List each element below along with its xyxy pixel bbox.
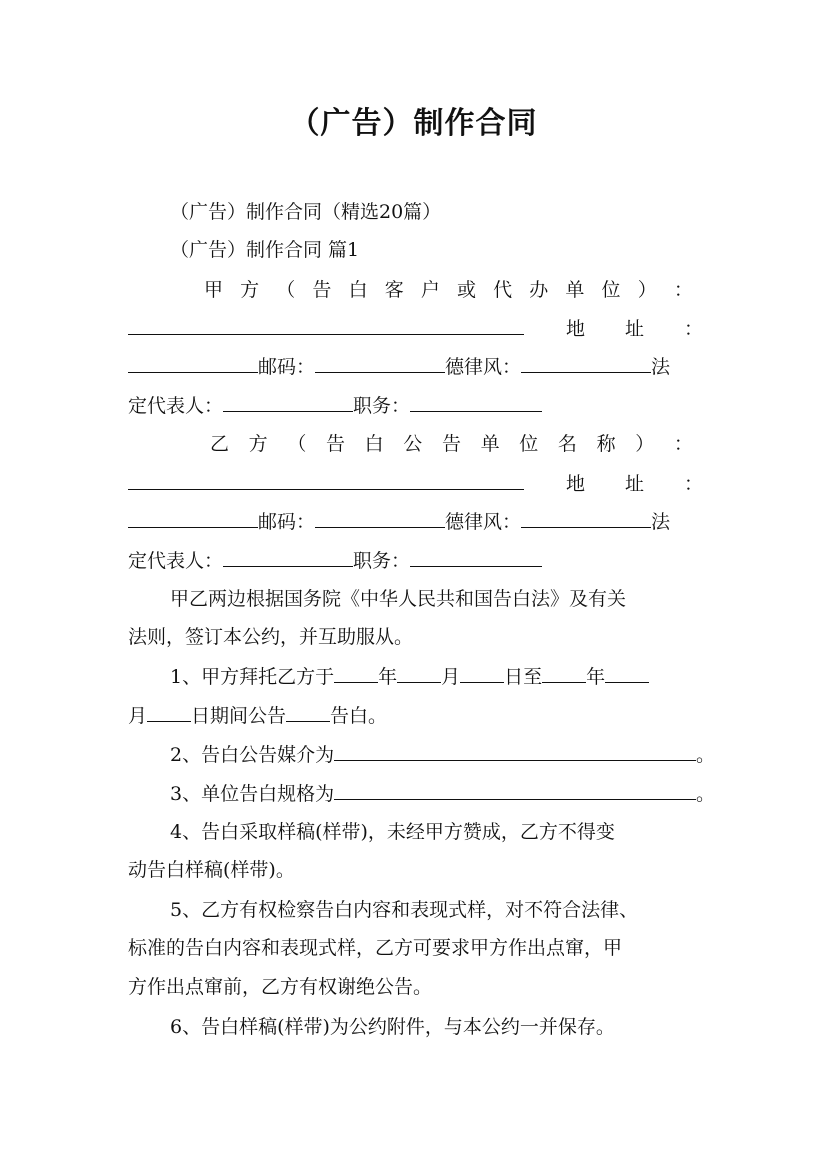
heading-char: 或 (456, 279, 476, 301)
party-b-rep-line (128, 548, 703, 573)
blank-line (521, 354, 651, 373)
party-b-name-line (128, 471, 703, 496)
day-to-label: 日至 (504, 666, 543, 688)
heading-char: 代 (493, 279, 513, 301)
legal-rep-label: 定代表人： (128, 395, 224, 417)
item-2-text: 2、告白公告媒介为 (170, 744, 335, 766)
blank-line (128, 316, 524, 335)
heading-char: 白 (364, 433, 384, 455)
position-label: 职务： (353, 550, 411, 572)
intro-line-1: 甲乙两边根据国务院《中华人民共和国告白法》及有关 (170, 588, 627, 610)
intro-line-2: 法则，签订本公约，并互助服从。 (128, 626, 414, 648)
party-a-name-line (128, 316, 703, 341)
item-5-line-2: 标准的告白内容和表现式样，乙方可要求甲方作出点窜，甲 (128, 937, 623, 959)
heading-char: 甲 (204, 279, 224, 301)
position-label: 职务： (353, 395, 411, 417)
year-label: 年 (378, 666, 398, 688)
law-char: 法 (651, 356, 671, 378)
party-b-heading (210, 432, 693, 456)
blank-line (223, 548, 353, 567)
blank-line (286, 703, 330, 722)
address-label (566, 317, 703, 341)
month-label: 月 (128, 705, 148, 727)
blank-line (315, 354, 445, 373)
heading-char: 告 (325, 433, 345, 455)
blank-line (410, 393, 542, 412)
item-3-text: 3、单位告白规格为 (170, 783, 335, 805)
address-char: 地 (566, 318, 586, 340)
item-1-text: 1、甲方拜托乙方于 (170, 666, 335, 688)
blank-line (147, 703, 191, 722)
heading-char: 公 (403, 433, 423, 455)
party-a-rep-line (128, 393, 703, 418)
blank-line (128, 471, 524, 490)
blank-line (542, 664, 586, 683)
postcode-label: 邮码： (258, 511, 316, 533)
address-char: 地 (566, 473, 586, 495)
address-char: ： (683, 473, 703, 495)
item-1-line-2 (128, 703, 703, 728)
blank-line (605, 664, 649, 683)
item-3-line (170, 781, 715, 806)
heading-char: 户 (420, 279, 440, 301)
period: 。 (695, 783, 715, 805)
blank-line (334, 742, 696, 761)
heading-char: ： (673, 279, 693, 301)
blank-line (334, 781, 696, 800)
legal-rep-label: 定代表人： (128, 550, 224, 572)
blank-line (460, 664, 504, 683)
blank-line (128, 354, 258, 373)
heading-char: 位 (519, 433, 539, 455)
heading-char: 单 (480, 433, 500, 455)
period: 。 (695, 744, 715, 766)
blank-line (334, 664, 378, 683)
blank-line (315, 509, 445, 528)
phone-label: 德律风： (445, 511, 522, 533)
item-6-line: 6、告白样稿(样带)为公约附件，与本公约一并保存。 (170, 1016, 615, 1038)
heading-char: 位 (601, 279, 621, 301)
party-a-contact-line (128, 354, 703, 379)
heading-char: 客 (384, 279, 404, 301)
item-4-line-1: 4、告白采取样稿(样带)，未经甲方赞成，乙方不得变 (170, 821, 615, 843)
month-label: 月 (441, 666, 461, 688)
heading-char: ） (635, 433, 655, 455)
item-1-line-1 (170, 664, 703, 689)
heading-char: 方 (240, 279, 260, 301)
heading-char: 白 (348, 279, 368, 301)
address-char: 址 (624, 318, 644, 340)
heading-char: 办 (529, 279, 549, 301)
heading-char: 告 (441, 433, 461, 455)
heading-char: 名 (557, 433, 577, 455)
address-char: 址 (624, 473, 644, 495)
item-5-line-1: 5、乙方有权检察告白内容和表现式样，对不符合法律、 (170, 899, 639, 921)
party-a-heading (204, 278, 693, 302)
party-b-contact-line (128, 509, 703, 534)
blank-line (128, 509, 258, 528)
heading-char: （ (276, 279, 296, 301)
heading-char: 单 (565, 279, 585, 301)
heading-char: ： (673, 433, 693, 455)
heading-char: 方 (248, 433, 268, 455)
item-1-text: 告白。 (330, 705, 388, 727)
heading-char: ） (637, 279, 657, 301)
year-label: 年 (586, 666, 606, 688)
blank-line (410, 548, 542, 567)
item-2-line (170, 742, 715, 767)
page-title: （广告）制作合同 (289, 106, 538, 141)
law-char: 法 (651, 511, 671, 533)
heading-char: （ (287, 433, 307, 455)
section-title: （广告）制作合同 篇1 (170, 239, 360, 261)
blank-line (223, 393, 353, 412)
item-1-text: 日期间公告 (191, 705, 287, 727)
blank-line (397, 664, 441, 683)
phone-label: 德律风： (445, 356, 522, 378)
item-4-line-2: 动告白样稿(样带)。 (128, 859, 295, 881)
blank-line (521, 509, 651, 528)
postcode-label: 邮码： (258, 356, 316, 378)
heading-char: 乙 (210, 433, 230, 455)
address-char: ： (683, 318, 703, 340)
subtitle: （广告）制作合同（精选20篇） (170, 201, 442, 223)
heading-char: 称 (596, 433, 616, 455)
heading-char: 告 (312, 279, 332, 301)
item-5-line-3: 方作出点窜前，乙方有权谢绝公告。 (128, 976, 433, 998)
address-label (566, 472, 703, 496)
